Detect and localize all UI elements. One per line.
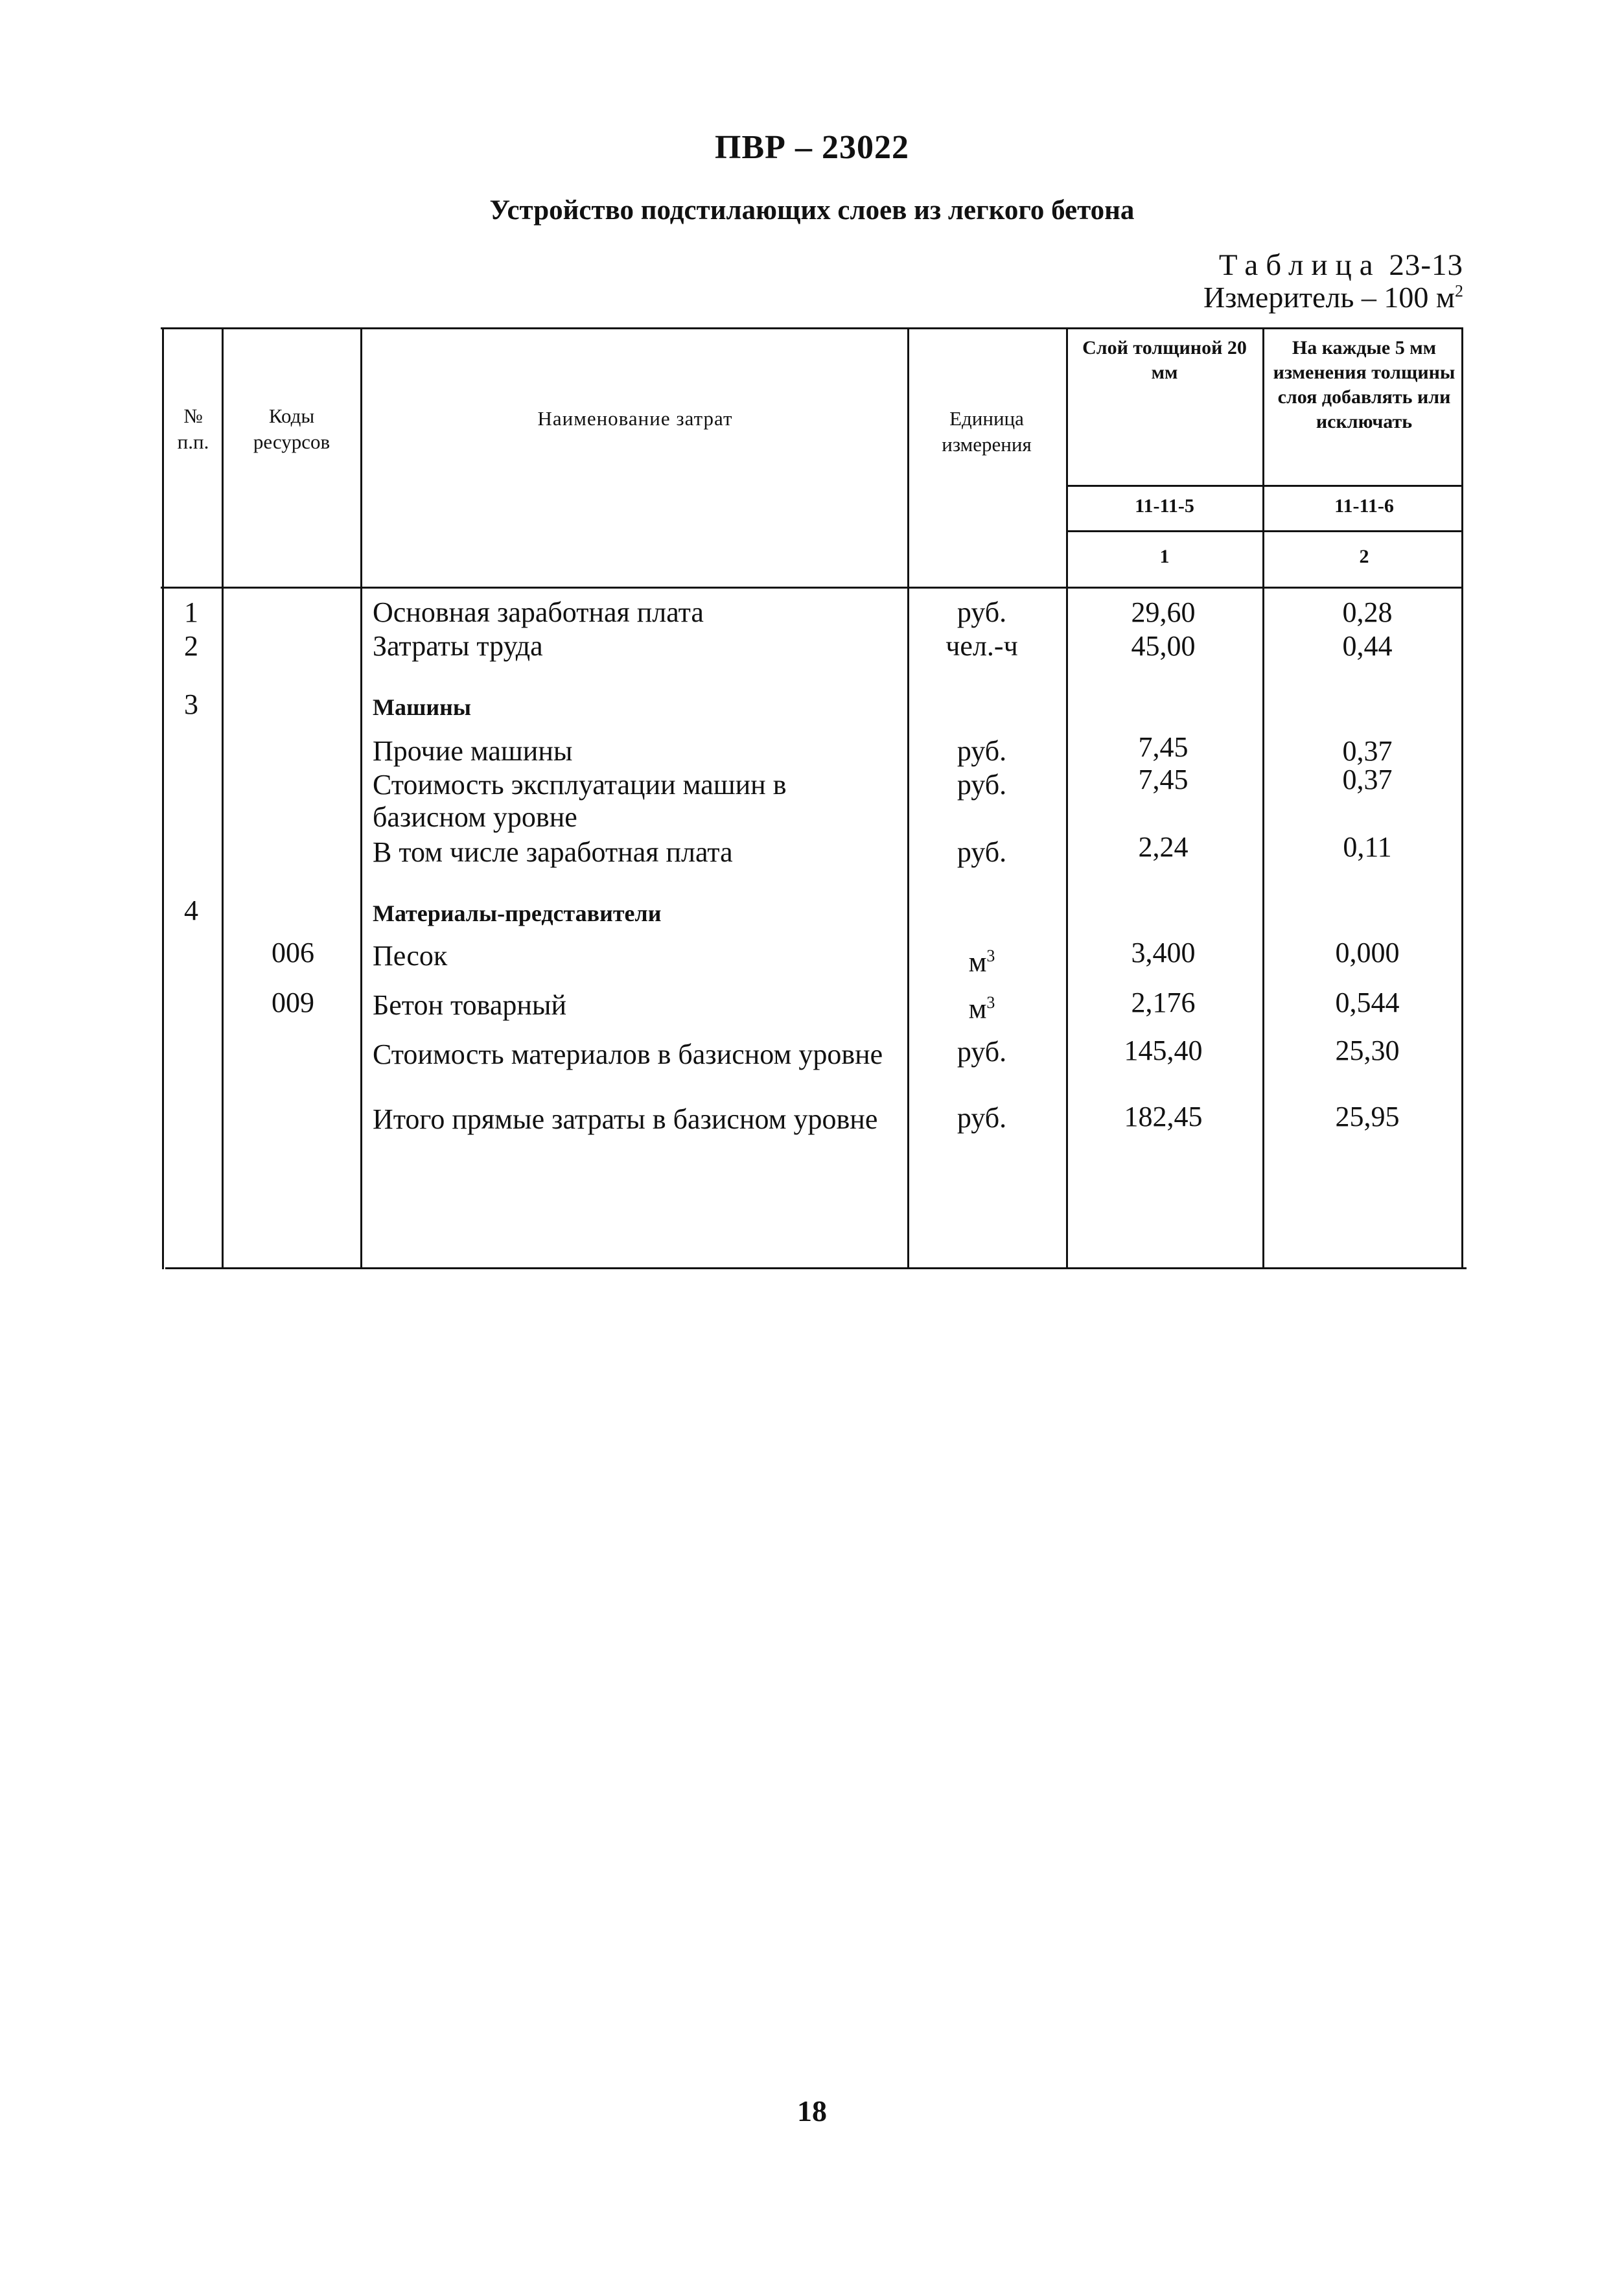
row-num: 2 bbox=[184, 630, 198, 662]
row-value-col1: 45,00 bbox=[1131, 630, 1196, 662]
col-border-num bbox=[222, 327, 224, 1269]
header-divider-codes bbox=[1066, 485, 1463, 487]
row-unit: руб. bbox=[957, 1102, 1007, 1134]
row-value-col1: 3,400 bbox=[1131, 937, 1196, 968]
row-unit-text: м bbox=[968, 992, 987, 1025]
row-value-col2: 25,30 bbox=[1335, 1035, 1400, 1066]
row-unit: руб. bbox=[957, 735, 1007, 767]
header-name: Наименование затрат bbox=[537, 407, 733, 430]
row-unit-superscript: 3 bbox=[986, 993, 995, 1012]
header-divider-index bbox=[1066, 530, 1463, 532]
resource-code: 009 bbox=[272, 987, 314, 1018]
header-col2: На каждые 5 мм изменения толщины слоя добавлять или исключать bbox=[1273, 337, 1456, 432]
col-border-left bbox=[162, 327, 164, 1269]
header-col1-index: 1 bbox=[1159, 546, 1170, 567]
row-name: В том числе заработная плата bbox=[373, 836, 733, 868]
row-unit: руб. bbox=[957, 596, 1007, 628]
row-value-col2: 0,28 bbox=[1342, 596, 1393, 628]
row-name: Итого прямые затраты в базисном уровне bbox=[373, 1103, 878, 1135]
col-border-codes bbox=[360, 327, 362, 1269]
header-col1-code: 11-11-5 bbox=[1135, 495, 1194, 517]
row-value-col2: 25,95 bbox=[1335, 1101, 1400, 1132]
row-num: 3 bbox=[184, 688, 198, 720]
row-unit: руб. bbox=[957, 769, 1007, 801]
row-name: Песок bbox=[373, 940, 448, 972]
header-col1: Слой толщиной 20 мм bbox=[1082, 337, 1247, 383]
row-name: Затраты труда bbox=[373, 630, 543, 662]
header-bottom-border bbox=[161, 587, 1463, 589]
unit-label: Измеритель – 100 м bbox=[1203, 281, 1455, 314]
row-name: Бетон товарный bbox=[373, 989, 567, 1021]
document-code: ПВР – 23022 bbox=[715, 129, 909, 166]
section-heading-materials: Материалы-представители bbox=[373, 900, 662, 926]
row-value-col2: 0,000 bbox=[1335, 937, 1400, 968]
row-num: 1 bbox=[184, 596, 198, 628]
row-unit: руб. bbox=[957, 1036, 1007, 1068]
col-border-values bbox=[1262, 327, 1264, 1269]
row-unit-superscript: 3 bbox=[986, 946, 995, 965]
row-value-col2: 0,37 bbox=[1342, 735, 1393, 767]
row-name: Стоимость эксплуатации машин в базисном уровне bbox=[373, 769, 787, 833]
table-top-border bbox=[161, 327, 1463, 329]
row-name: Основная заработная плата bbox=[373, 596, 704, 628]
row-value-col2: 0,44 bbox=[1342, 630, 1393, 662]
header-unit: Единица измерения bbox=[942, 407, 1032, 456]
unit-superscript: 2 bbox=[1455, 281, 1463, 301]
row-num: 4 bbox=[184, 895, 198, 926]
row-unit: чел.-ч bbox=[945, 630, 1018, 662]
row-value-col2: 0,11 bbox=[1343, 831, 1392, 863]
table-number: 23-13 bbox=[1389, 248, 1463, 282]
row-value-col1: 7,45 bbox=[1138, 731, 1189, 763]
header-col2-code: 11-11-6 bbox=[1334, 495, 1394, 517]
row-unit: руб. bbox=[957, 836, 1007, 868]
header-num: № п.п. bbox=[177, 404, 209, 453]
header-codes: Коды ресурсов bbox=[253, 404, 331, 453]
resource-code: 006 bbox=[272, 937, 314, 968]
row-value-col1: 2,24 bbox=[1138, 831, 1189, 863]
row-value-col2: 0,544 bbox=[1335, 987, 1400, 1018]
row-value-col1: 145,40 bbox=[1124, 1035, 1203, 1066]
row-value-col1: 182,45 bbox=[1124, 1101, 1203, 1132]
table-label-word: Таблица bbox=[1218, 248, 1381, 282]
row-value-col1: 7,45 bbox=[1138, 764, 1189, 795]
document-title: Устройство подстилающих слоев из легкого бетона bbox=[489, 195, 1135, 226]
row-name: Прочие машины bbox=[373, 735, 573, 767]
row-name: Стоимость материалов в базисном уровне bbox=[373, 1038, 883, 1070]
header-col2-index: 2 bbox=[1359, 546, 1369, 567]
row-value-col2: 0,37 bbox=[1342, 764, 1393, 795]
section-heading-machines: Машины bbox=[373, 694, 471, 720]
row-value-col1: 29,60 bbox=[1131, 596, 1196, 628]
row-unit bbox=[888, 987, 1076, 1025]
row-unit bbox=[888, 940, 1076, 979]
row-value-col1: 2,176 bbox=[1131, 987, 1196, 1018]
row-unit-text: м bbox=[968, 946, 987, 978]
page-number: 18 bbox=[797, 2094, 827, 2127]
